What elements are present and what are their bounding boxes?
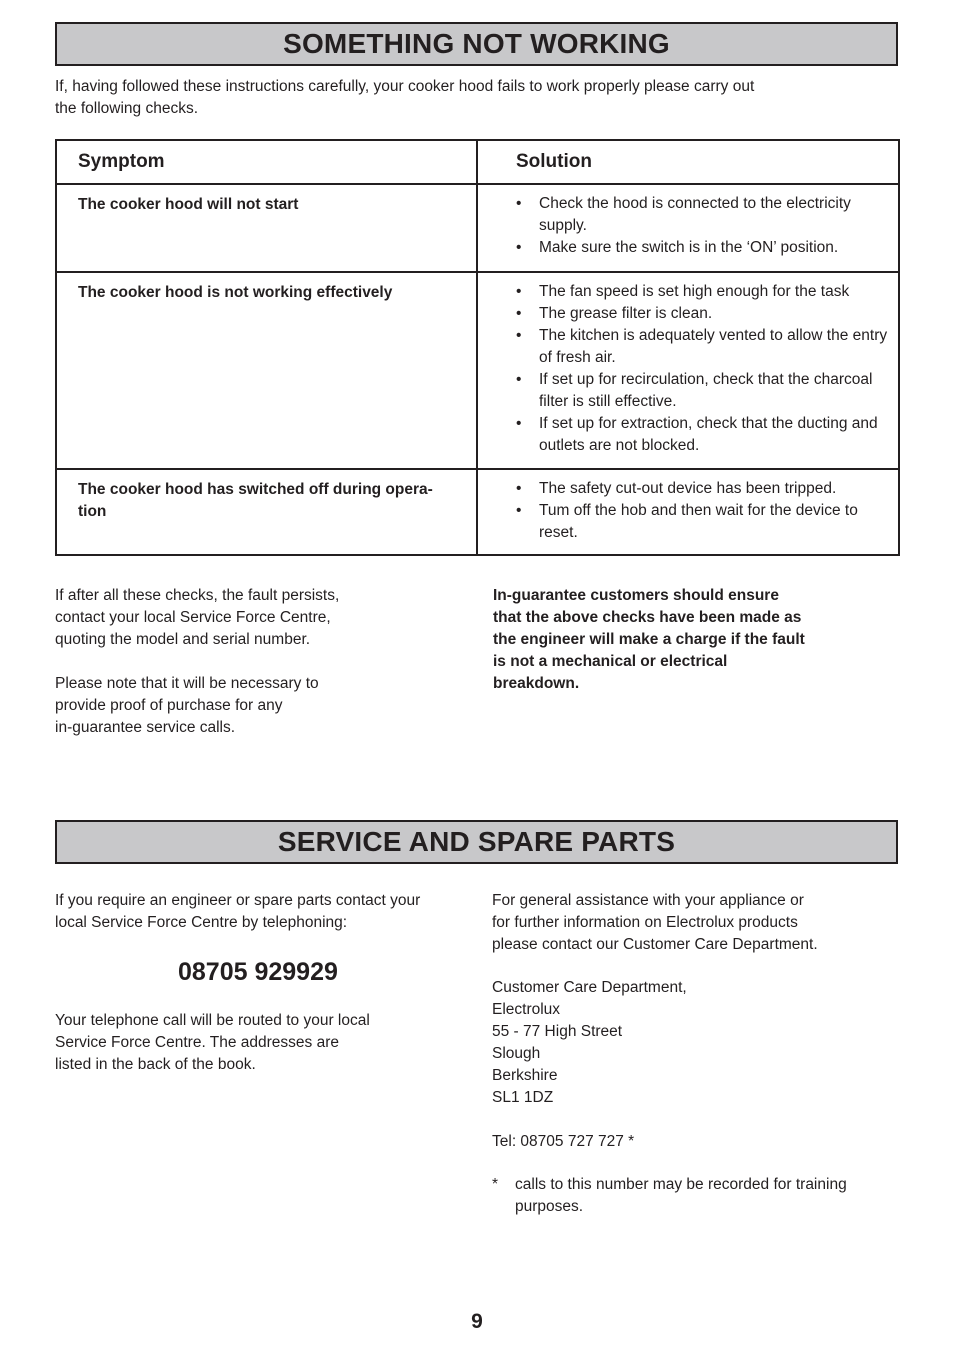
text-line: that the above checks have been made as [493,609,802,626]
address-line: 55 - 77 High Street [492,1023,623,1040]
text-line: For general assistance with your appliance or [492,892,804,909]
troubleshooting-table [55,139,900,556]
service-phone-number: 08705 929929 [178,958,338,986]
text-line: In-guarantee customers should ensure [493,587,779,604]
header-solution: Solution [477,140,899,184]
address-line: SL1 1DZ [492,1089,554,1106]
solution-item: • Tum off the hob and then wait for the device to reset. [516,500,898,544]
solution-item: • The safety cut-out device has been tripped. [516,478,898,500]
section-title-service-and-spare-parts: SERVICE AND SPARE PARTS [55,820,898,864]
section-title-something-not-working: SOMETHING NOT WORKING [55,22,898,66]
text-line: please contact our Customer Care Department. [492,936,818,953]
footnote-text: calls to this number may be recorded for training purposes. [515,1176,847,1215]
text-line: provide proof of purchase for any [55,697,283,714]
intro-text [55,76,855,120]
symptom-cell: The cooker hood has switched off during opera- tion [78,481,433,520]
text-line: for further information on Electrolux products [492,914,798,931]
text-line: breakdown. [493,675,580,692]
symptom-cell: The cooker hood will not start [78,196,299,213]
address-line: Customer Care Department, [492,979,687,996]
text-line: quoting the model and serial number. [55,631,311,648]
text-line: contact your local Service Force Centre, [55,609,331,626]
footnote [492,1174,872,1218]
address-line: Electrolux [492,1001,561,1018]
solution-item: • Check the hood is connected to the electricity supply. [516,193,898,237]
text-line: Service Force Centre. The addresses are [55,1034,340,1051]
text-line: is not a mechanical or electrical [493,653,728,670]
routing-text [55,1010,475,1076]
guarantee-notice [493,585,893,695]
address-line: Berkshire [492,1067,558,1084]
footnote-mark: * [492,1176,499,1193]
text-line: If you require an engineer or spare parts contact your [55,892,421,909]
solution-item: • If set up for recirculation, check that the charcoal filter is still effective. [516,369,898,413]
customer-care-text [492,890,892,1153]
text-line: If after all these checks, the fault persists, [55,587,340,604]
customer-care-tel: Tel: 08705 727 727 * [492,1133,635,1150]
solution-list [478,185,898,269]
symptom-cell: The cooker hood is not working effectively [78,284,393,301]
fault-persists-text [55,585,455,739]
solution-item: • The kitchen is adequately vented to allow the entry of fresh air. [516,325,898,369]
engineer-text [55,890,475,934]
intro-line: the following checks. [55,100,199,117]
header-symptom: Symptom [56,140,477,184]
address-line: Slough [492,1045,541,1062]
text-line: the engineer will make a charge if the fault [493,631,805,648]
solution-item: • The grease filter is clean. [516,303,898,325]
page-number: 9 [471,1310,483,1333]
solution-list [478,470,898,554]
table-row [56,469,899,555]
table-row [56,272,899,469]
text-line: Your telephone call will be routed to your local [55,1012,370,1029]
table-row [56,184,899,272]
text-line: in-guarantee service calls. [55,719,236,736]
solution-list [478,273,898,467]
table-header-row [56,140,899,184]
solution-item: • The fan speed is set high enough for the task [516,281,898,303]
text-line: Please note that it will be necessary to [55,675,319,692]
text-line: local Service Force Centre by telephoning: [55,914,348,931]
text-line: listed in the back of the book. [55,1056,256,1073]
solution-item: • If set up for extraction, check that the ducting and outlets are not blocked. [516,413,898,457]
intro-line: If, having followed these instructions carefully, your cooker hood fails to work properly please carry out [55,78,755,95]
solution-item: • Make sure the switch is in the ‘ON’ position. [516,237,898,259]
